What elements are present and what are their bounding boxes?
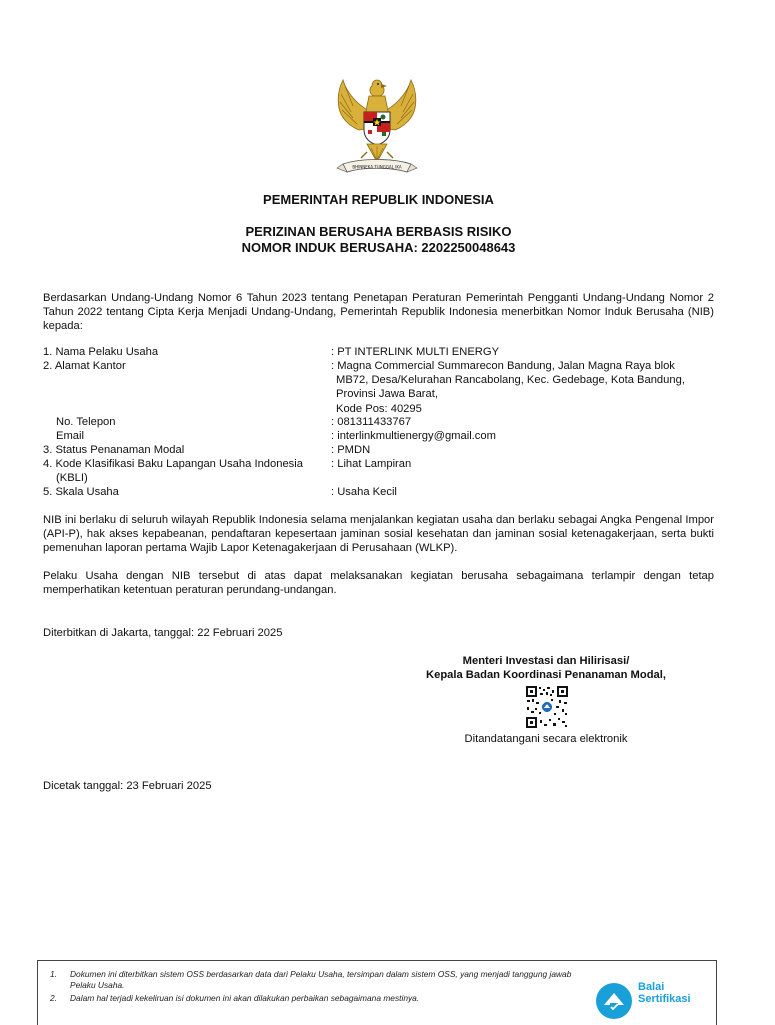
- footer-notes-box: [37, 960, 717, 1025]
- footer-note-1-line1: Dokumen ini diterbitkan sistem OSS berdasarkan data dari Pelaku Usaha, tersimpan dalam sistem OSS, yang menjadi tanggung jawab: [70, 969, 572, 979]
- document-title-line2: NOMOR INDUK BERUSAHA: 2202250048643: [241, 240, 516, 255]
- alamat-line2: MB72, Desa/Kelurahan Rancabolang, Kec. Gedebage, Kota Bandung,: [336, 374, 685, 387]
- document-title-line1: PERIZINAN BERUSAHA BERBASIS RISIKO: [245, 224, 512, 239]
- kbli-label-line1: 4. Kode Klasifikasi Baku Lapangan Usaha Indonesia: [43, 458, 303, 470]
- footer-note-1-number: 1.: [50, 969, 57, 979]
- signature-qr-code: [525, 685, 569, 729]
- footer-note-2-number: 2.: [50, 993, 57, 1003]
- alamat-value: [331, 359, 714, 416]
- business-activity-paragraph: Pelaku Usaha dengan NIB tersebut di atas dapat melaksanakan kegiatan berusaha sebagaimana terlampir dengan tetap memperhatikan ketentuan peraturan perundang-undangan.: [43, 570, 714, 597]
- garuda-pancasila-emblem: [331, 72, 423, 178]
- email-label: Email: [56, 430, 84, 442]
- signatory-title: [400, 654, 692, 682]
- electronic-signature-note: Ditandatangani secara elektronik: [464, 733, 628, 745]
- skala-value: : Usaha Kecil: [331, 486, 397, 498]
- bsre-logo-icon: [592, 979, 636, 1023]
- alamat-line4: Kode Pos: 40295: [336, 402, 422, 415]
- footer-note-2-text: Dalam hal terjadi kekeliruan isi dokumen ini akan dilakukan perbaikan sebagaimana mestinya.: [70, 993, 420, 1003]
- emblem-motto-text: BHINNEKA TUNGGAL IKA: [352, 164, 402, 170]
- status-label: 3. Status Penanaman Modal: [43, 444, 185, 456]
- email-value: : interlinkmultienergy@gmail.com: [331, 430, 496, 442]
- alamat-label: 2. Alamat Kantor: [43, 360, 126, 372]
- signatory-line2: Kepala Badan Koordinasi Penanaman Modal,: [426, 669, 666, 682]
- footer-note-1-line2: Pelaku Usaha.: [70, 980, 125, 990]
- nama-label: 1. Nama Pelaku Usaha: [43, 346, 159, 358]
- issued-date: Diterbitkan di Jakarta, tanggal: 22 Februari 2025: [43, 627, 283, 639]
- bsre-text-line1: Balai: [638, 981, 665, 993]
- status-value: : PMDN: [331, 444, 371, 456]
- nib-validity-paragraph: NIB ini berlaku di seluruh wilayah Republik Indonesia selama menjalankan kegiatan usaha dan berlaku sebagai Angka Pengenal Impor (API-P), hak akses kepabeanan, pendaftaran kepesertaan jaminan sosial kesehatan dan jaminan sosial ketenagakerjaan, serta bukti pemenuhan laporan pertama Wajib Lapor Ketenagakerjaan di Perusahaan (WLKP).: [43, 514, 714, 555]
- signatory-line1: Menteri Investasi dan Hilirisasi/: [462, 655, 630, 667]
- telepon-value: : 081311433767: [331, 416, 412, 428]
- government-heading: PEMERINTAH REPUBLIK INDONESIA: [263, 192, 494, 207]
- alamat-line1: : Magna Commercial Summarecon Bandung, Jalan Magna Raya blok: [331, 360, 675, 372]
- bsre-text-line2: Sertifikasi: [638, 993, 691, 1005]
- alamat-line3: Provinsi Jawa Barat,: [336, 388, 438, 401]
- intro-paragraph: Berdasarkan Undang-Undang Nomor 6 Tahun 2023 tentang Penetapan Peraturan Pemerintah Pengganti Undang-Undang Nomor 2 Tahun 2022 tentang Cipta Kerja Menjadi Undang-Undang, Pemerintah Republik Indonesia menerbitkan Nomor Induk Berusaha (NIB) kepada:: [43, 292, 714, 333]
- skala-label: 5. Skala Usaha: [43, 486, 119, 498]
- footer-note-1-text: [70, 969, 610, 991]
- kbli-label-line2: (KBLI): [56, 472, 88, 485]
- printed-date: Dicetak tanggal: 23 Februari 2025: [43, 780, 212, 792]
- bsre-logo: [592, 979, 702, 1025]
- document-title: [0, 224, 757, 256]
- kbli-label: [43, 457, 318, 485]
- telepon-label: No. Telepon: [56, 416, 116, 428]
- kbli-value: : Lihat Lampiran: [331, 458, 412, 470]
- nama-value: : PT INTERLINK MULTI ENERGY: [331, 346, 500, 358]
